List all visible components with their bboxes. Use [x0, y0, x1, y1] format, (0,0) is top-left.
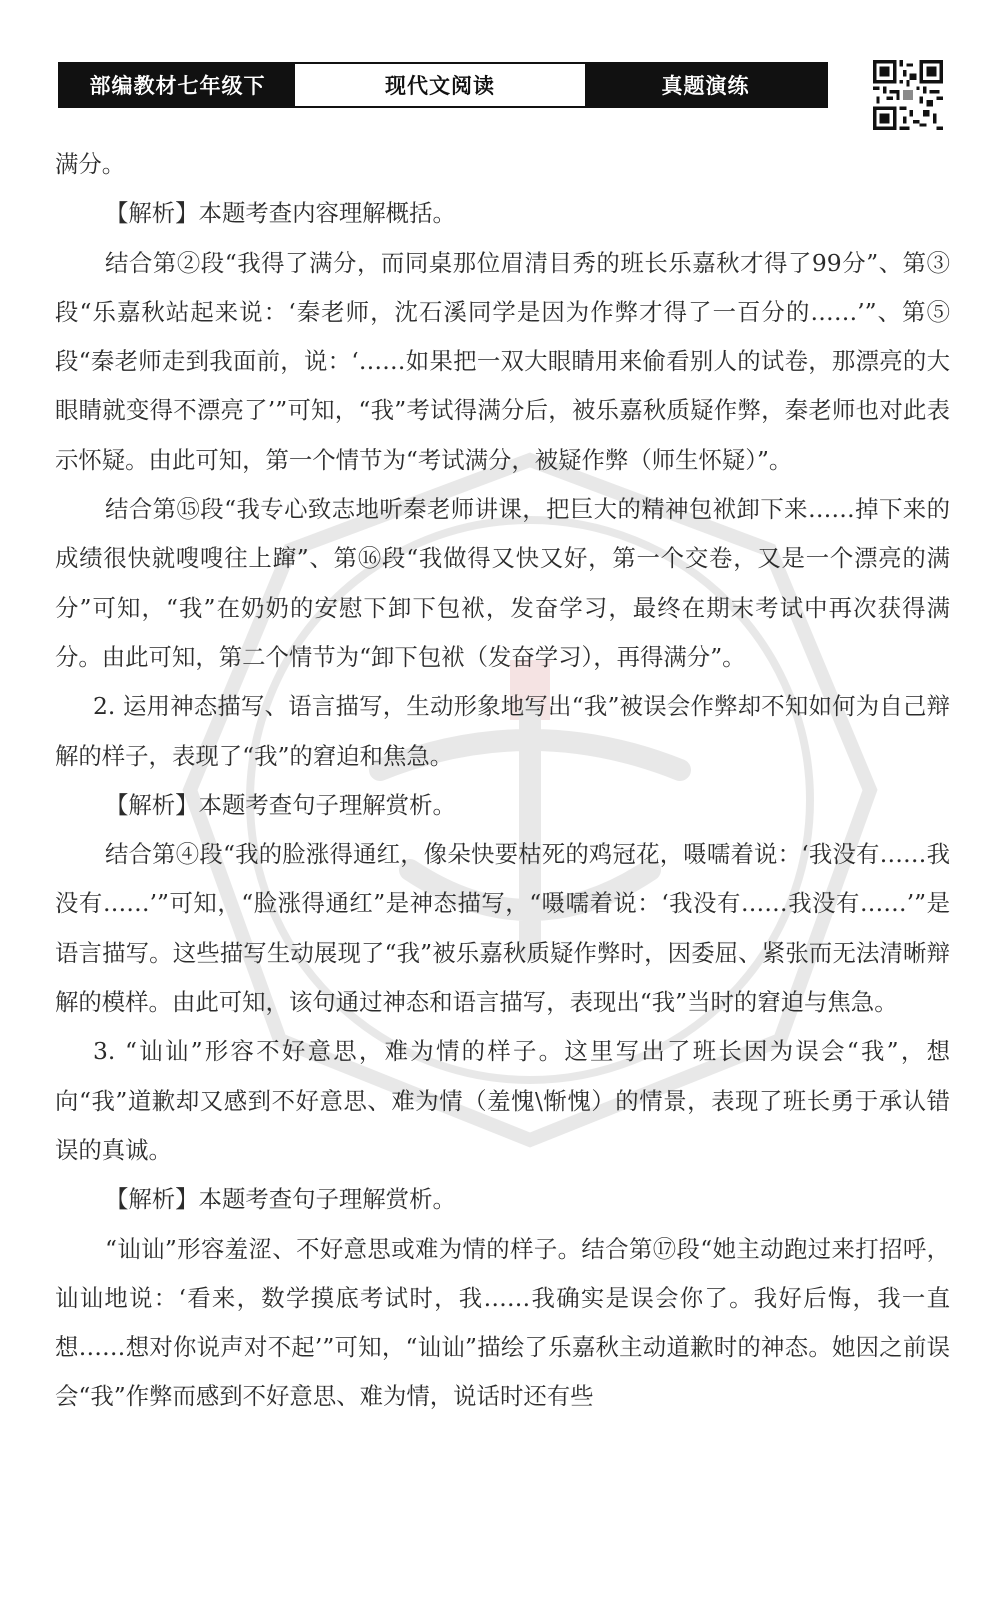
analysis-paragraph-1: 结合第②段“我得了满分，而同桌那位眉清目秀的班长乐嘉秋才得了99分”、第③段“乐嘉秋站起来说：‘秦老师，沈石溪同学是因为作弊才得了一百分的……’”、第⑤段“秦老师走到我面前，说：‘……如果把一双大眼睛用来偷看别人的试卷，那漂亮的大眼睛就变得不漂亮了’”可知，“我”考试得满分后，被乐嘉秋质疑作弊，秦老师也对此表示怀疑。由此可知，第一个情节为“考试满分，被疑作弊（师生怀疑）”。	[55, 248, 950, 474]
answer-analysis-text	[55, 140, 950, 1422]
answer-2: 2. 运用神态描写、语言描写，生动形象地写出“我”被误会作弊却不知如何为自己辩解的样子，表现了“我”的窘迫和焦急。	[55, 692, 950, 770]
header-practice-label: 真题演练	[585, 64, 826, 106]
answer-3: 3. “讪讪”形容不好意思，难为情的样子。这里写出了班长因为误会“我”，想向“我”道歉却又感到不好意思、难为情（羞愧\惭愧）的情景，表现了班长勇于承认错误的真诚。	[55, 1037, 950, 1164]
paragraph-continuation: 满分。	[55, 150, 126, 178]
analysis-paragraph-4: “讪讪”形容羞涩、不好意思或难为情的样子。结合第⑰段“她主动跑过来打招呼，讪讪地说：‘看来，数学摸底考试时，我……我确实是误会你了。我好后悔，我一直想……想对你说声对不起’”可知，“讪讪”描绘了乐嘉秋主动道歉时的神态。她因之前误会“我”作弊而感到不好意思、难为情，说话时还有些	[55, 1234, 950, 1411]
header-section-title: 现代文阅读	[295, 64, 585, 106]
header-grade-label: 部编教材七年级下	[60, 64, 295, 106]
analysis-paragraph-2: 结合第⑮段“我专心致志地听秦老师讲课，把巨大的精神包袱卸下来……掉下来的成绩很快就嗖嗖往上蹿”、第⑯段“我做得又快又好，第一个交卷，又是一个漂亮的满分”可知，“我”在奶奶的安慰下卸下包袱，发奋学习，最终在期末考试中再次获得满分。由此可知，第二个情节为“卸下包袱（发奋学习），再得满分”。	[55, 495, 950, 671]
analysis-label-2: 【解析】本题考查句子理解赏析。	[105, 790, 456, 819]
analysis-paragraph-3: 结合第④段“我的脸涨得通红，像朵快要枯死的鸡冠花，嗫嚅着说：‘我没有……我没有……’”可知，“脸涨得通红”是神态描写，“嗫嚅着说：‘我没有……我没有……’”是语言描写。这些描写生动展现了“我”被乐嘉秋质疑作弊时，因委屈、紧张而无法清晰辩解的模样。由此可知，该句通过神态和语言描写，表现出“我”当时的窘迫与焦急。	[55, 840, 950, 1017]
qr-code-icon	[873, 60, 943, 130]
analysis-label-3: 【解析】本题考查句子理解赏析。	[105, 1185, 456, 1214]
analysis-label-1: 【解析】本题考查内容理解概括。	[105, 199, 456, 228]
page-header	[58, 62, 828, 108]
